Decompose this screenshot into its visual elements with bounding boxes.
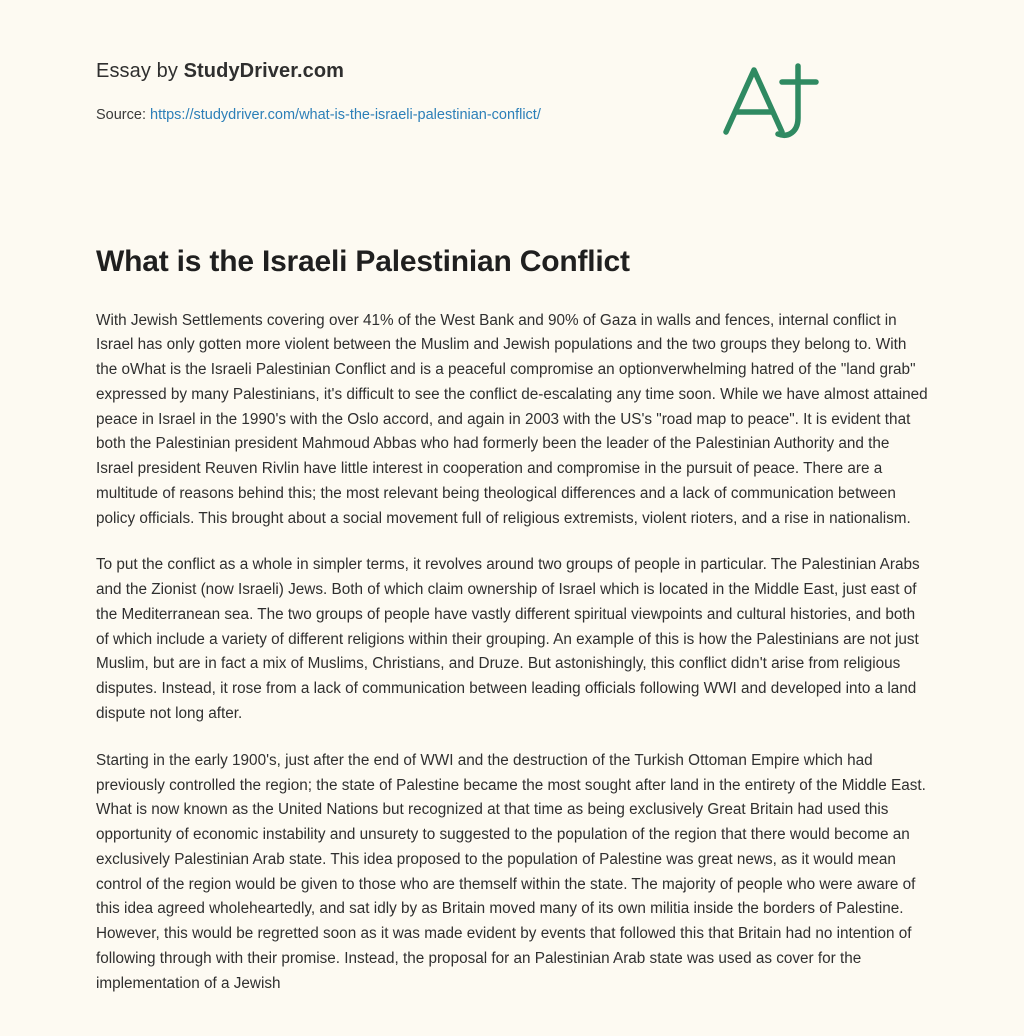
source-url-link[interactable]: https://studydriver.com/what-is-the-israeli-palestinian-conflict/ (150, 107, 541, 123)
paragraph: With Jewish Settlements covering over 41% of the West Bank and 90% of Gaza in walls and fences, internal conflict in Israel has only gotten more violent between the Muslim and Jewish populations and the two groups they belong to. With the oWhat is the Israeli Palestinian Conflict and is a peaceful compromise an optionverwhelming hatred of the "land grab" expressed by many Palestinians, it's difficult to see the conflict de-escalating any time soon. While we have almost attained peace in Israel in the 1990's with the Oslo accord, and again in 2003 with the US's "road map to peace". It is evident that both the Palestinian president Mahmoud Abbas who had formerly been the leader of the Palestinian Authority and the Israel president Reuven Rivlin have little interest in cooperation and compromise in the pursuit of peace. There are a multitude of reasons behind this; the most relevant being theological differences and a lack of communication between policy officials. This brought about a social movement full of religious extremists, violent rioters, and a rise in nationalism. (96, 309, 928, 532)
essay-by-prefix: Essay by (96, 60, 184, 82)
page-title: What is the Israeli Palestinian Conflict (96, 123, 928, 281)
brand-name: StudyDriver.com (184, 60, 344, 82)
article-body (96, 281, 928, 1036)
document-header (96, 0, 928, 123)
source-label: Source: (96, 107, 150, 123)
paragraph: To put the conflict as a whole in simpler terms, it revolves around two groups of people in particular. The Palestinian Arabs and the Zionist (now Israeli) Jews. Both of which claim ownership of Israel which is located in the Middle East, just east of the Mediterranean sea. The two groups of people have vastly different spiritual viewpoints and cultural histories, and both of which include a variety of different religions within their grouping. An example of this is how the Palestinians are not just Muslim, but are in fact a mix of Muslims, Christians, and Druze. But astonishingly, this conflict didn't arise from religious disputes. Instead, it rose from a lack of communication between leading officials following WWI and developed into a land dispute not long after. (96, 553, 928, 726)
paragraph: Starting in the early 1900's, just after the end of WWI and the destruction of the Turkish Ottoman Empire which had previously controlled the region; the state of Palestine became the most sought after land in the entirety of the Middle East. What is now known as the United Nations but recognized at that time as being exclusively Great Britain had used this opportunity of economic instability and unsurety to suggested to the population of the region that there would become an exclusively Palestinian Arab state. This idea proposed to the population of Palestine was great news, as it would mean control of the region would be given to those who are themself within the state. The majority of people who were aware of this idea agreed wholeheartedly, and sat idly by as Britain moved many of its own militia inside the borders of Palestine. However, this would be regretted soon as it was made evident by events that followed this that Britain had no intention of following through with their promise. Instead, the proposal for an Palestinian Arab state was used as cover for the implementation of a Jewish (96, 749, 928, 997)
studydriver-monogram-icon (712, 56, 832, 156)
